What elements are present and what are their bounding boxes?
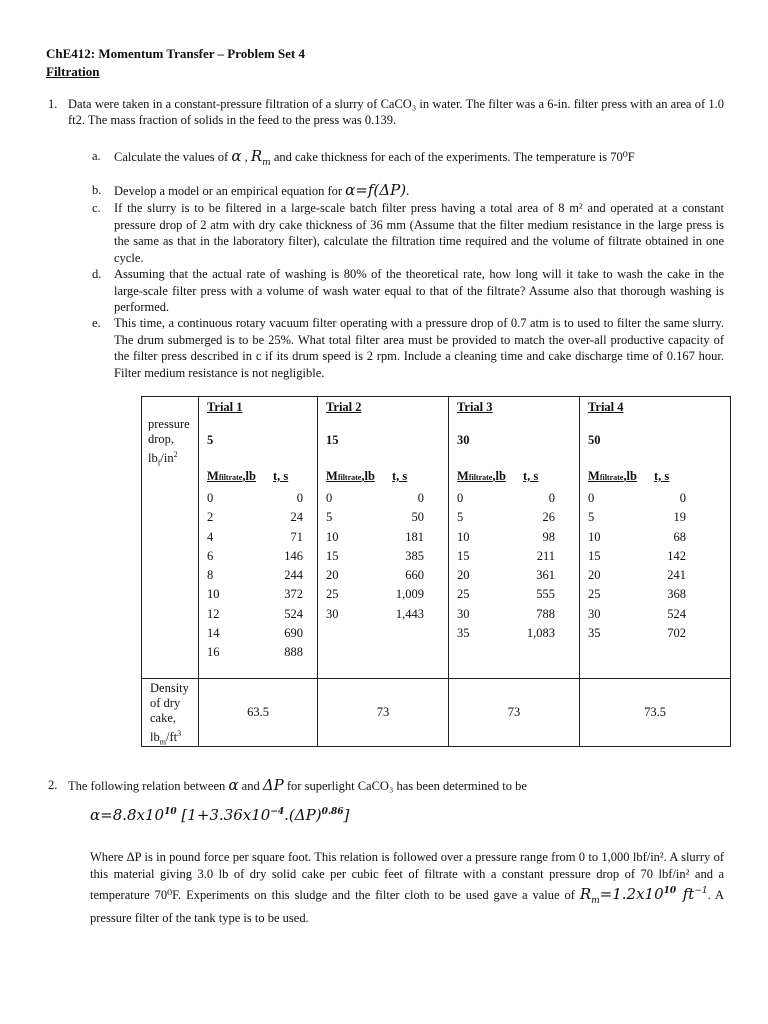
table-cell: 10 [326,529,339,544]
sub-label: b. [92,183,102,197]
trial-title: Trial 3 [457,400,493,414]
pressure-label-cell [142,397,199,679]
table-cell: 385 [405,548,424,563]
alpha-symbol: α [231,147,242,165]
table-cell: 25 [326,587,339,602]
time-header: t, s [523,469,539,483]
density-unit: $lb_m/ft^3$ [150,729,182,747]
trial-title: Trial 2 [326,400,362,414]
table-cell: 24 [290,510,303,525]
table-cell: 5 [326,510,333,525]
table-cell: 0 [326,491,333,505]
trial-pressure: 30 [457,433,470,447]
table-cell: 0 [548,491,555,505]
rm-symbol: $R_m$ [250,147,271,168]
table-cell: 25 [588,587,601,602]
page-title: ChE412: Momentum Transfer – Problem Set 4 [46,46,306,61]
delta-p-symbol: ΔP [262,776,284,794]
trial-1-density: 63.5 [199,679,318,747]
table-cell: 15 [326,548,339,563]
table-cell: 16 [207,645,220,660]
table-cell: 702 [667,626,686,641]
table-cell: 10 [207,587,220,602]
sub-text: Calculate the values of [114,150,229,164]
table-cell: 2 [207,510,214,525]
sub-text: Develop a model or an empirical equation for [114,184,343,198]
time-values [273,489,303,663]
sub-question-c [92,200,724,266]
trial-title: Trial 1 [207,400,243,414]
time-header: t, s [392,469,408,483]
table-cell: 30 [457,606,470,621]
mass-header: Mfiltrate,lb [457,469,506,483]
table-cell: 19 [673,510,686,525]
sub-label: e. [92,316,101,330]
table-cell: 368 [667,587,686,602]
filtration-data-table [141,396,731,747]
sub-question-a: a. Calculate the values of α , $R_m$ and cake thickness for each of the experiments. The temperature is 70⁰F [92,147,635,168]
question-number: 2. [48,778,58,792]
table-cell: 241 [667,568,686,583]
table-cell: 12 [207,606,220,621]
table-cell: 35 [457,626,470,641]
table-cell: 30 [326,606,339,621]
pressure-unit: $lb_f/in^2$ [148,450,178,468]
trial-3-column [449,397,580,679]
table-cell: 25 [457,587,470,602]
table-cell: 20 [326,568,339,583]
table-cell: 660 [405,568,424,583]
table-cell: 8 [207,568,214,583]
table-cell: 50 [411,510,424,525]
table-cell: 35 [588,626,601,641]
sub-text-tail: and cake thickness for each of the experiments. The temperature is 70⁰F [273,150,635,164]
alpha-relation-equation: $\alpha=8.8x10^{10}$ $[1+3.36x10^{-4}.(\Delta P)^{0.86}]$ [90,806,350,824]
trial-2-density: 73 [318,679,449,747]
table-cell: 142 [667,548,686,563]
table-cell: 0 [457,491,464,505]
sub-question-e [92,315,724,381]
time-values [654,489,686,643]
table-cell: 15 [457,548,470,563]
table-cell: 10 [588,529,601,544]
question-2: 2. The following relation between α and ΔP for superlight CaCO₃ has been determined to be [48,776,527,794]
question-number: 1. [48,97,58,111]
alpha-symbol: α [228,776,239,794]
time-values [386,489,424,624]
trial-4-column [580,397,731,679]
table-cell: 10 [457,529,470,544]
table-cell: 5 [588,510,595,525]
sub-text: This time, a continuous rotary vacuum filter operating with a pressure drop of 0.7 atm is to used to filter the same slurry. The drum submerged is to be 25%. What total filter area must be provided to match the over-all productive capacity of the filter press described in c if its drum speed is 2 rpm. Include a cleaning time and cake discharge time of 0.167 hour. Filter medium resistance is not negligible. [114,316,724,380]
table-cell: 71 [290,529,303,544]
section-heading: Filtration [46,64,100,79]
mass-values [457,489,470,643]
question-1 [48,96,724,128]
table-cell: 15 [588,548,601,563]
question-2-body: Where ΔP is in pound force per square foot. This relation is followed over a pressure range from 0 to 1,000 lbf/in². A slurry of this material giving 3.0 lb of dry solid cake per cubic feet of filtrate with a constant pressure drop of 70 lbf/in² and a temperature 70⁰F. Experiments on this sludge and the filter cloth to be used gave a value of $R_m=1.2x10^{10}$ $ft^{-1}$. A pressure filter of the tank type is to be used. [90,850,724,925]
table-cell: 0 [207,491,214,505]
table-cell: 788 [536,606,555,621]
table-cell: 98 [542,529,555,544]
table-cell: 26 [542,510,555,525]
trial-title: Trial 4 [588,400,624,414]
mass-values [588,489,601,643]
table-cell: 0 [588,491,595,505]
table-cell: 0 [679,491,686,505]
trial-2-column [318,397,449,679]
time-header: t, s [273,469,289,483]
alpha-equation: α=f(ΔP) [345,181,407,199]
table-cell: 20 [457,568,470,583]
table-cell: 524 [284,606,303,621]
table-cell: 888 [284,645,303,660]
table-cell: 690 [284,626,303,641]
table-cell: 361 [536,568,555,583]
table-cell: 1,443 [395,606,424,621]
density-label: Density of dry cake, $lb_m/ft^3$ [150,681,189,750]
sub-question-b: b. Develop a model or an empirical equation for α=f(ΔP). [92,181,410,199]
table-cell: 555 [536,587,555,602]
trial-3-density: 73 [449,679,580,747]
mass-values [207,489,220,663]
density-label-cell [142,679,199,747]
mass-header: Mfiltrate,lb [207,469,256,483]
question-text: The following relation between [68,779,226,793]
rm-expression: $R_m=1.2x10^{10}$ $ft^{-1}$ [579,885,708,906]
table-cell: 68 [673,529,686,544]
mass-values [326,489,339,624]
table-cell: 0 [296,491,303,505]
table-cell: 372 [284,587,303,602]
trial-4-density: 73.5 [580,679,731,747]
mass-header: Mfiltrate,lb [588,469,637,483]
table-cell: 181 [405,529,424,544]
table-cell: 1,083 [526,626,555,641]
table-cell: 146 [284,548,303,563]
pressure-label: pressure drop, $lb_f/in^2$ [148,417,190,471]
table-cell: 5 [457,510,464,525]
table-cell: 14 [207,626,220,641]
question-text: Where ΔP is in pound force per square foot. This relation is followed over a pressure range from 0 to 1,000 lbf/in². A slurry of this material giving 3.0 lb of dry solid cake per cubic feet of filtrate with a constant pressure drop of 70 lbf/in² and a temperature 70⁰F. Experiments on this sludge and the filter cloth to be used gave a value of [90,850,724,902]
table-cell: 20 [588,568,601,583]
sub-label: c. [92,201,101,215]
trial-pressure: 15 [326,433,339,447]
mass-header: Mfiltrate,lb [326,469,375,483]
time-header: t, s [654,469,670,483]
table-cell: 1,009 [395,587,424,602]
question-text: Data were taken in a constant-pressure filtration of a slurry of CaCO₃ in water. The filter was a 6-in. filter press with an area of 1.0 ft2. The mass fraction of solids in the feed to the press was 0.139. [68,97,724,127]
sub-label: a. [92,149,101,163]
table-cell: 211 [536,548,555,563]
time-values [517,489,555,643]
sub-text: If the slurry is to be filtered in a large-scale batch filter press having a total area of 8 m² and operated at a constant pressure drop of 2 atm with dry cake thickness of 36 mm (Assume that the filter medium resistance in the large press is the same as that in the laboratory filter), calculate the filtration time required and the volume of filtrate obtained in one cycle. [114,201,724,265]
trial-pressure: 50 [588,433,601,447]
sub-question-d [92,266,724,316]
sub-text: Assuming that the actual rate of washing is 80% of the theoretical rate, how long will it take to wash the cake in the large-scale filter press with a volume of wash water equal to that of the filtrate? Assume also that thorough washing is performed. [114,267,724,314]
table-cell: 244 [284,568,303,583]
trial-pressure: 5 [207,433,214,447]
table-cell: 0 [417,491,424,505]
sub-label: d. [92,267,102,281]
table-cell: 30 [588,606,601,621]
table-cell: 524 [667,606,686,621]
trial-1-column [199,397,318,679]
table-cell: 6 [207,548,214,563]
table-cell: 4 [207,529,214,544]
